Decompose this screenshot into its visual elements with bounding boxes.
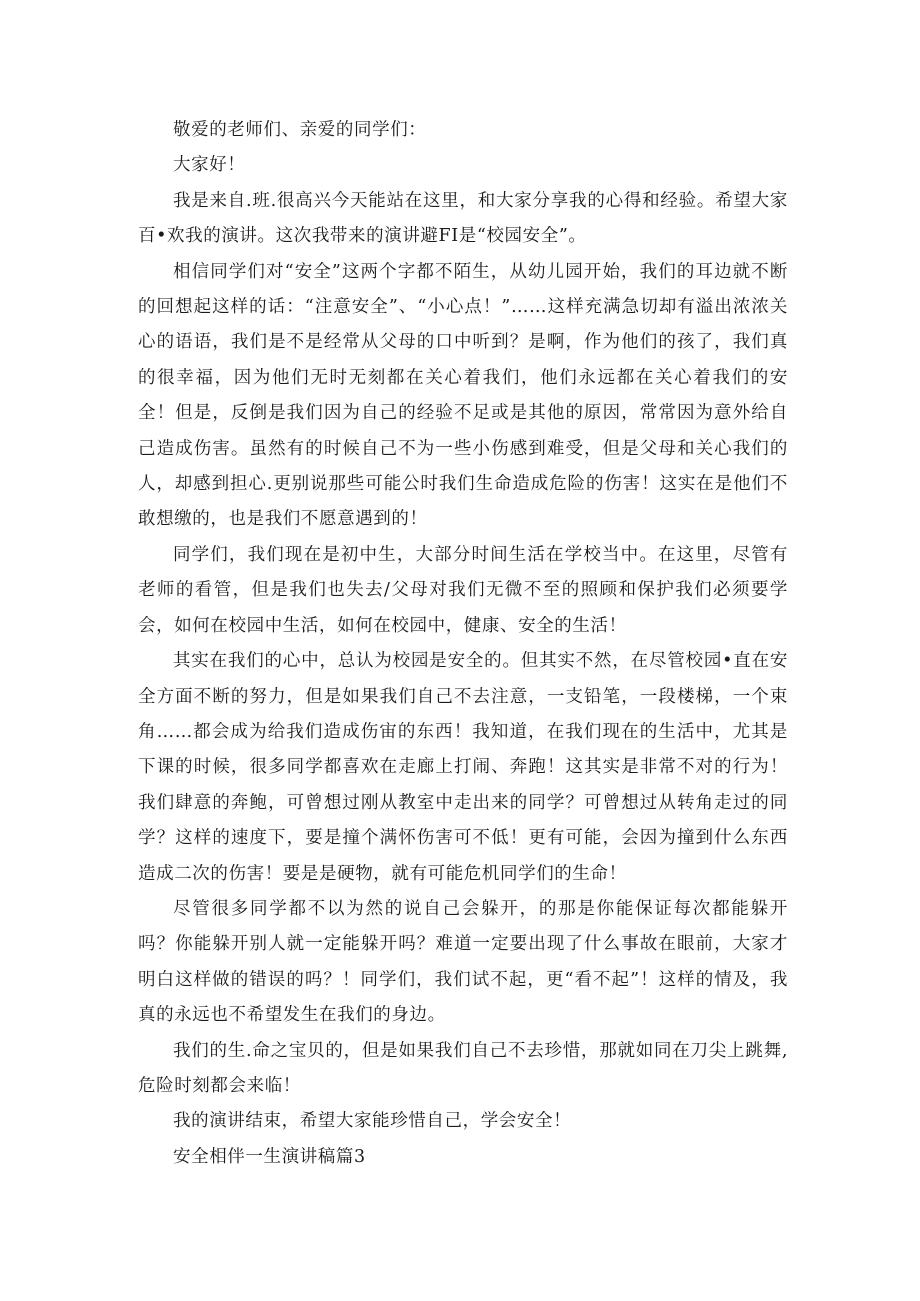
greeting: 大家好！	[173, 155, 246, 176]
document-body	[138, 113, 788, 1175]
paragraph-introduction: 我是来自.班.很高兴今天能站在这里，和大家分享我的心得和经验。希望大家百•欢我的演讲。这次我带来的演讲避FI是“校园安全”。	[138, 190, 788, 247]
next-section-title: 安全相伴一生演讲稿篇3	[173, 1146, 366, 1167]
paragraph-cherish-life: 我们的生.命之宝贝的，但是如果我们自己不去珍惜，那就如同在刀尖上跳舞,危险时刻都会来临！	[138, 1040, 788, 1096]
paragraph-closing: 我的演讲结束，希望大家能珍惜自己，学会安全！	[173, 1111, 572, 1132]
paragraph-dodging: 尽管很多同学都不以为然的说自己会躲开，的那是你能保证每次都能躲开吗？你能躲开别人就一定能躲开吗？难道一定要出现了什么事故在眼前，大家才明白这样做的错误的吗？！同学们，我们试不起，更“看不起”！这样的情及，我真的永远也不希望发生在我们的身边。	[138, 898, 788, 1026]
paragraph-parents-care: 相信同学们对“安全”这两个字都不陌生，从幼儿园开始，我们的耳边就不断的回想起这样的话：“注意安全”、“小心点！”……这样充满急切却有溢出浓浓关心的语语，我们是不是经常从父母的口中听到？是啊，作为他们的孩了，我们真的很幸福，因为他们无时无刻都在关心着我们，他们永远都在关心着我们的安全！但是，反倒是我们因为自己的经验不足或是其他的原因，常常因为意外给自己造成伤害。虽然有的时候自己不为一些小伤感到难受，但是父母和关心我们的人，却感到担心.更别说那些可能公时我们生命造成危险的伤害！这实在是他们不敢想缴的，也是我们不愿意遇到的！	[138, 261, 788, 530]
paragraph-school-life: 同学们，我们现在是初中生，大部分时间生活在学校当中。在这里，尽管有老师的看管，但是我们也失去/父母对我们无微不至的照顾和保护我们必须要学会，如何在校园中生活，如何在校园中，健康、安全的生活！	[138, 544, 788, 636]
salutation: 敬爱的老师们、亲爱的同学们：	[173, 120, 427, 140]
paragraph-campus-safety: 其实在我们的心中，总认为校园是安全的。但其实不然，在尽管校园•直在安全方面不断的努力，但是如果我们自己不去注意，一支铅笔，一段楼梯，一个束角……都会成为给我们造成伤宙的东西！我知道，在我们现在的生活中，尤其是下课的时候，很多同学都喜欢在走廊上打闹、奔跑！这其实是非常不对的行为！我们肆意的奔鲍，可曾想过刚从教室中走出来的同学？可曾想过从转角走过的同学？这样的速度下，要是撞个满怀伤害可不低！更有可能，会因为撞到什么东西造成二次的伤害！要是是硬物，就有可能危机同学们的生命！	[138, 651, 788, 884]
